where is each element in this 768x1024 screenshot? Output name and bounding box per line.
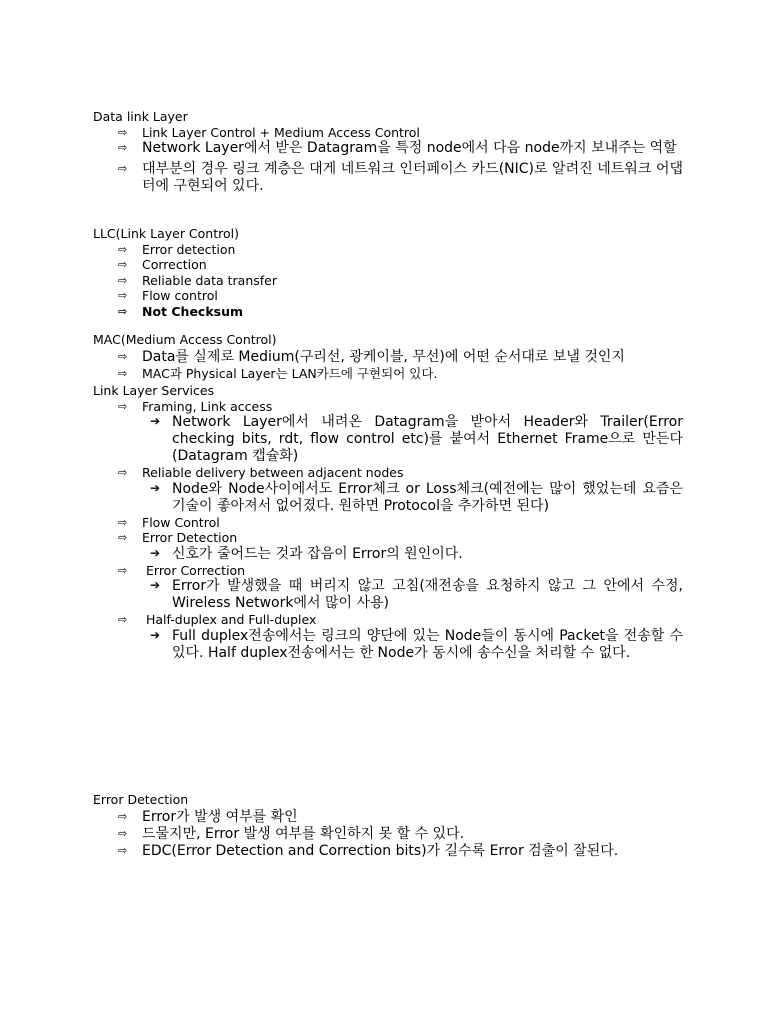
list-item: [93, 304, 683, 320]
section-heading: MAC(Medium Access Control): [93, 332, 277, 347]
bullet-list: [93, 242, 683, 320]
arrow-bullet-icon: ⇨: [118, 162, 128, 175]
bullet-list: [93, 809, 683, 860]
list-item-text: Half-duplex and Full-duplex: [146, 612, 317, 627]
list-item: [93, 826, 683, 843]
arrow-right-icon: ➔: [150, 414, 161, 428]
list-item: [93, 125, 683, 141]
list-item-text: MAC과 Physical Layer는 LAN카드에 구현되어 있다.: [142, 365, 438, 381]
arrow-right-icon: ➔: [150, 480, 161, 495]
arrow-bullet-icon: ⇨: [118, 141, 128, 154]
sub-list-item-text: Error가 발생했을 때 버리지 않고 고침(재전송을 요청하지 않고 그 안에서 수정, Wireless Network에서 많이 사용): [172, 578, 683, 611]
arrow-bullet-icon: ⇨: [118, 515, 128, 529]
list-item-text: Framing, Link access: [142, 398, 273, 414]
arrow-bullet-icon: ⇨: [118, 563, 128, 577]
sub-list-item-text: Node와 Node사이에서도 Error체크 or Loss체크(예전에는 많이 했었는데 요즘은 기술이 좋아져서 없어졌다. 원하면 Protocol을 추가하면 된다): [172, 480, 683, 514]
arrow-bullet-icon: ⇨: [118, 613, 128, 626]
list-item-text: 드물지만, Error 발생 여부를 확인하지 못 할 수 있다.: [142, 825, 465, 842]
list-item-text: Error Correction: [146, 562, 246, 578]
arrow-right-icon: ➔: [150, 545, 161, 560]
list-item: [93, 515, 683, 531]
list-item-text: Error detection: [142, 241, 236, 257]
list-item: [93, 612, 683, 628]
arrow-bullet-icon: ⇨: [118, 843, 128, 857]
section-llc: [93, 226, 683, 319]
bullet-list: [93, 399, 683, 662]
list-item: [93, 399, 683, 415]
arrow-bullet-icon: ⇨: [118, 273, 128, 287]
list-item-text: 대부분의 경우 링크 계층은 대게 네트워크 인터페이스 카드(NIC)로 알려진 네트워크 어댑터에 구현되어 있다.: [142, 161, 683, 194]
list-item: [93, 140, 683, 157]
arrow-bullet-icon: ⇨: [118, 125, 128, 139]
arrow-bullet-icon: ⇨: [118, 304, 128, 318]
section-heading: LLC(Link Layer Control): [93, 226, 239, 241]
section-heading: Data link Layer: [93, 109, 188, 124]
list-item: [93, 366, 683, 382]
list-item: [93, 257, 683, 273]
arrow-bullet-icon: ⇨: [118, 826, 128, 840]
list-item: [93, 843, 683, 860]
bullet-list: [93, 349, 683, 382]
list-item: [93, 465, 683, 481]
arrow-bullet-icon: ⇨: [118, 809, 128, 823]
list-item-text: Data를 실제로 Medium(구리선, 광케이블, 무선)에 어떤 순서대로 보낼 것인지: [142, 348, 625, 365]
arrow-right-icon: ➔: [150, 578, 161, 592]
arrow-bullet-icon: ⇨: [118, 242, 128, 256]
section-data-link-layer: [93, 109, 683, 195]
section-mac: [93, 332, 683, 381]
arrow-bullet-icon: ⇨: [118, 399, 128, 413]
list-item-text: Not Checksum: [142, 303, 244, 319]
sub-list-item-text: Full duplex전송에서는 링크의 양단에 있는 Node들이 동시에 Packet을 전송할 수 있다. Half duplex전송에서는 한 Node가 동시에 송수신을 처리할 수 없다.: [172, 627, 683, 661]
list-item-text: Correction: [142, 257, 207, 272]
arrow-bullet-icon: ⇨: [118, 466, 128, 479]
list-item: [93, 563, 683, 579]
arrow-bullet-icon: ⇨: [118, 531, 128, 544]
list-item: [93, 809, 683, 826]
list-item-text: Reliable delivery between adjacent nodes: [142, 465, 404, 480]
list-item: [93, 530, 683, 546]
bullet-list: [93, 125, 683, 196]
list-item-text: Network Layer에서 받은 Datagram을 특정 node에서 다음 node까지 보내주는 역할: [142, 140, 677, 156]
arrow-bullet-icon: ⇨: [118, 349, 128, 363]
list-item-text: Error Detection: [142, 530, 238, 545]
section-heading: Error Detection: [93, 792, 189, 807]
section-heading: Link Layer Services: [93, 383, 215, 398]
list-item-text: Error가 발생 여부를 확인: [142, 808, 298, 825]
list-item: [93, 273, 683, 289]
list-item-text: Flow control: [142, 288, 218, 303]
list-item: [93, 242, 683, 258]
list-item-text: Reliable data transfer: [142, 272, 277, 288]
sub-list-item-text: Network Layer에서 내려온 Datagram을 받아서 Header와 Trailer(Error checking bits, rdt, flow control etc)를 붙여서 Ethernet Frame으로 만든다(Datagram 캡슐화): [172, 414, 683, 464]
list-item-text: Link Layer Control + Medium Access Control: [142, 124, 420, 140]
sub-list-item: [93, 628, 683, 662]
sub-list-item-text: 신호가 줄어드는 것과 잡음이 Error의 원인이다.: [172, 545, 463, 562]
sub-list-item: [93, 481, 683, 515]
arrow-bullet-icon: ⇨: [118, 289, 128, 302]
list-item: [93, 288, 683, 304]
arrow-right-icon: ➔: [150, 627, 161, 642]
list-item: [93, 161, 683, 195]
list-item-text: Flow Control: [142, 514, 220, 530]
section-error-detection: [93, 792, 683, 860]
sub-list-item: [93, 414, 683, 465]
sub-list-item: [93, 578, 683, 612]
section-link-layer-services: [93, 383, 683, 662]
arrow-bullet-icon: ⇨: [118, 366, 128, 380]
sub-list-item: [93, 546, 683, 563]
arrow-bullet-icon: ⇨: [118, 258, 128, 271]
list-item-text: EDC(Error Detection and Correction bits)가 길수록 Error 검출이 잘된다.: [142, 842, 619, 859]
list-item: [93, 349, 683, 366]
